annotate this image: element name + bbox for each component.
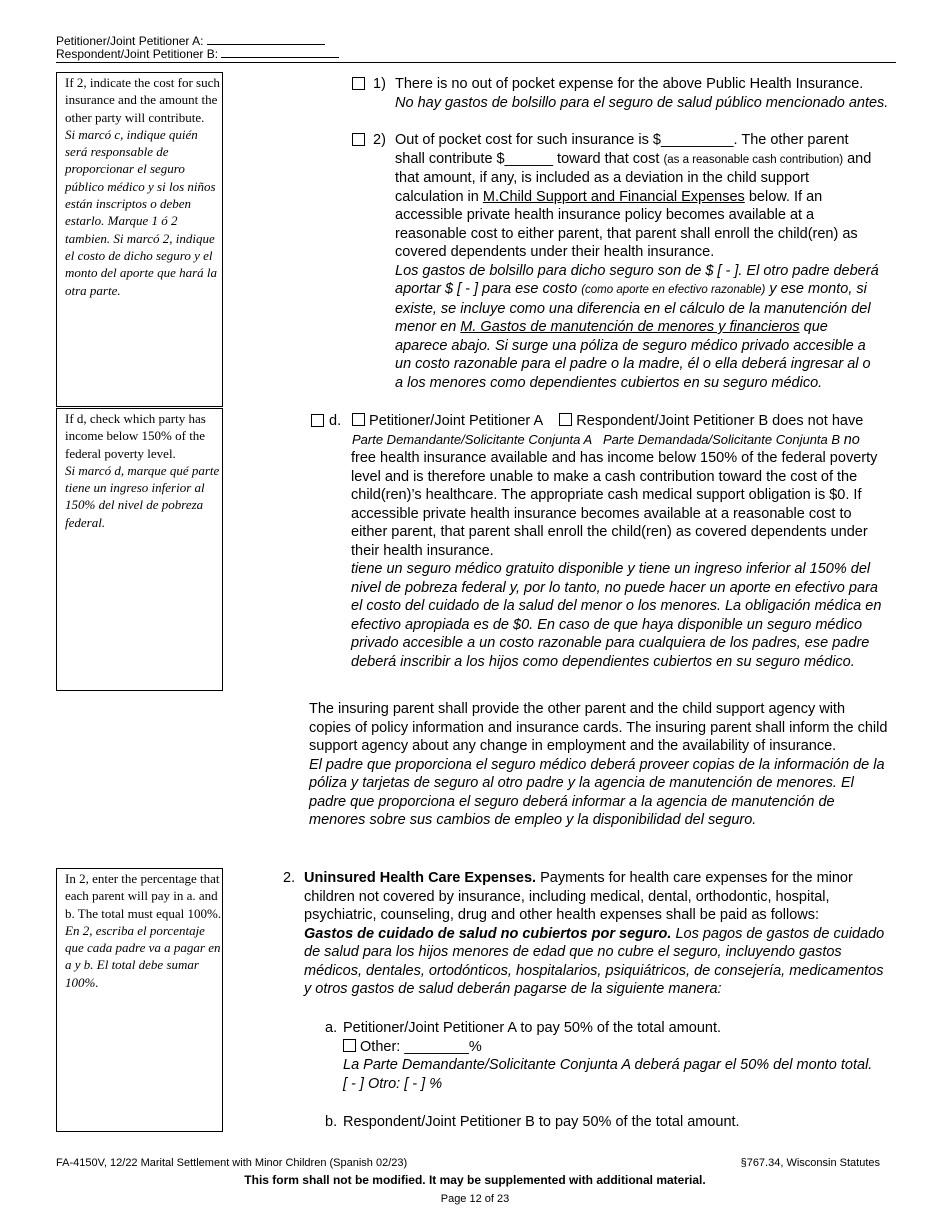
petitioner-header xyxy=(56,34,325,48)
petitioner-name-field[interactable] xyxy=(207,34,325,45)
section-m-es-link[interactable]: M. Gastos de manutención de menores y financieros xyxy=(460,319,800,335)
option2-number: 2) xyxy=(373,132,386,148)
section2-number: 2. xyxy=(283,870,296,886)
sidebar-box3-en: In 2, enter the percentage that each parent will pay in a. and b. The total must equal 100%. xyxy=(65,871,222,921)
option2-es-small: (como aporte en efectivo razonable) xyxy=(581,284,766,296)
option2-text xyxy=(395,131,880,392)
section2-en-body: Payments for health care expenses for the minor children not covered by insurance, including medical, dental, orthodontic, hospital, psychiatric, counseling, drug and other health expenses shall be paid as follows: xyxy=(304,870,853,923)
party-b-label-es: Parte Demandada/Solicitante Conjunta B xyxy=(603,432,841,447)
footer-form-id: FA-4150V, 12/22 Marital Settlement with Minor Children (Spanish 02/23) xyxy=(56,1157,408,1169)
option2-es-b: y ese monto, si existe, se incluye como una diferencia en el cálculo de la manutención del menor en xyxy=(395,281,871,335)
item-a-es: La Parte Demandante/Solicitante Conjunta A deberá pagar el 50% del monto total. xyxy=(343,1057,873,1073)
option-d-en: free health insurance available and has income below 150% of the federal poverty level and is therefore unable to make a cash contribution toward the cost of the child(ren)’s healthcare. The appropriate cash medical support obligation is $0. If accessible private health insurance becomes available at a reasonable cost to either parent, that parent shall enroll the child(ren) as covered dependents under their health insurance. xyxy=(351,450,878,559)
option-d-checkbox[interactable] xyxy=(311,414,324,427)
footer-statute: §767.34, Wisconsin Statutes xyxy=(740,1157,880,1169)
insuring-en: The insuring parent shall provide the other parent and the child support agency with copies of policy information and insurance cards. The insuring parent shall inform the child support agency about any change in employment and the availability of insurance. xyxy=(309,701,888,754)
option-d-party-row xyxy=(352,412,902,431)
option2-en-small: (as a reasonable cash contribution) xyxy=(663,153,844,166)
sidebar-box1-es: Si marcó c, indique quién será responsable de proporcionar el seguro público médico y si los niños están inscriptos o deben estarlo. Marque 1 ó 2 tambien. Si marcó 2, indique el costo de dicho seguro y el monto del aporte que hará la otra parte. xyxy=(65,126,218,298)
option1-en: There is no out of pocket expense for the above Public Health Insurance. xyxy=(395,76,864,92)
section-m-link[interactable]: M.Child Support and Financial Expenses xyxy=(482,188,745,205)
option-d-es: tiene un seguro médico gratuito disponible y tiene un ingreso inferior al 150% del nivel de pobreza federal y, por lo tanto, no puede hacer un aporte en efectivo para el costo del cuidado de la salud del menor o los menores. La obligación médica en efectivo apropiada es de $0. En caso de que haya disponible un seguro médico privado accesible a un costo razonable para cualquiera de los padres, ese padre deberá inscribir a los hijos como dependientes cubiertos en su seguro médico. xyxy=(351,561,882,670)
section2-es-body: Los pagos de gastos de cuidado de salud para los hijos menores de edad que no cubre el seguro, incluyendo gastos médicos, dentales, ortodónticos, hospitalarios, psiquiátricos, de consejería, medicamentos y otros gastos de salud deberán pagarse de la siguiente manera: xyxy=(304,925,885,997)
section2-es xyxy=(304,925,894,999)
insuring-es: El padre que proporciona el seguro médico deberá proveer copias de la información de la póliza y tarjetas de seguro al otro padre y la agencia de manutención de menores. El padre que proporciona el seguro deberá informar a la agencia de manutención de menores sobre sus cambios de empleo y la disponibilidad del seguro. xyxy=(309,756,885,828)
item-a-en: Petitioner/Joint Petitioner A to pay 50% of the total amount. xyxy=(343,1020,722,1036)
petitioner-label: Petitioner/Joint Petitioner A: xyxy=(56,34,204,48)
section2-title: Uninsured Health Care Expenses. xyxy=(304,870,537,886)
option2-en-a: Out of pocket cost for such insurance is $_________. The other parent shall contribute $______ toward that cost xyxy=(395,132,849,167)
respondent-label: Respondent/Joint Petitioner B: xyxy=(56,47,219,61)
item-b-text xyxy=(343,1113,883,1132)
option-d-party-row-es xyxy=(352,431,902,449)
item-a-letter: a. xyxy=(325,1020,338,1036)
option2-checkbox[interactable] xyxy=(352,133,365,146)
section2-title-es: Gastos de cuidado de salud no cubiertos por seguro. xyxy=(304,925,672,942)
option1-number: 1) xyxy=(373,76,386,92)
option2-en-c: below. If an accessible private health insurance policy becomes available at a reasonable cost to either parent, that parent shall enroll the child(ren) as covered dependents under their health insurance. xyxy=(395,188,858,260)
no-word: no xyxy=(843,432,860,448)
party-b-checkbox[interactable] xyxy=(559,413,572,426)
item-a-text xyxy=(343,1019,883,1093)
section2-text xyxy=(304,869,894,999)
sidebar-instruction-box-3 xyxy=(56,868,223,1132)
option-d-letter: d. xyxy=(329,413,342,429)
respondent-header xyxy=(56,47,339,61)
option1-text xyxy=(395,75,900,112)
sidebar-box3-es: En 2, escriba el porcentaje que cada padre va a pagar en a y b. El total debe sumar 100%. xyxy=(65,922,221,990)
sidebar-instruction-box-2 xyxy=(56,408,223,691)
insuring-parent-paragraph xyxy=(309,700,889,830)
option2-es-a: Los gastos de bolsillo para dicho seguro son de $ [ - ]. El otro padre deberá aportar $ [ - ] para ese costo xyxy=(395,262,879,297)
option2-es xyxy=(395,262,880,393)
footer-notice: This form shall not be modified. It may be supplemented with additional material. xyxy=(244,1173,706,1187)
section2-en xyxy=(304,869,894,925)
respondent-name-field[interactable] xyxy=(221,47,339,58)
option2-es-c: que aparece abajo. Si surge una póliza de seguro médico privado accesible a un costo razonable para el padre o la madre, él o ella deberá ingresar al o a los menores como dependientes cubiertos en su seguro médico. xyxy=(395,319,871,391)
sidebar-box1-en: If 2, indicate the cost for such insurance and the amount the other party will contribute. xyxy=(65,75,220,125)
party-a-label-es: Parte Demandante/Solicitante Conjunta A xyxy=(352,432,593,447)
party-a-label: Petitioner/Joint Petitioner A xyxy=(369,413,544,429)
item-b-letter: b. xyxy=(325,1114,338,1130)
item-a-es-other: [ - ] Otro: [ - ] % xyxy=(343,1075,443,1092)
party-b-label: Respondent/Joint Petitioner B does not have xyxy=(576,413,864,429)
option-d-text xyxy=(351,449,886,671)
party-a-checkbox[interactable] xyxy=(352,413,365,426)
item-a-other-row xyxy=(343,1038,883,1057)
sidebar-box2-en: If d, check which party has income below 150% of the federal poverty level. xyxy=(65,411,206,461)
item-b-en: Respondent/Joint Petitioner B to pay 50% of the total amount. xyxy=(343,1114,740,1130)
item-a-other-checkbox[interactable] xyxy=(343,1039,356,1052)
header-divider xyxy=(56,62,896,63)
option1-es: No hay gastos de bolsillo para el seguro de salud público mencionado antes. xyxy=(395,94,889,111)
option2-en-b: and that amount, if any, is included as a deviation in the child support calculation in xyxy=(395,150,872,205)
item-a-other: Other: ________% xyxy=(360,1038,482,1055)
sidebar-instruction-box-1 xyxy=(56,72,223,407)
option1-checkbox[interactable] xyxy=(352,77,365,90)
sidebar-box2-es: Si marcó d, marque qué parte tiene un ingreso inferior al 150% del nivel de pobreza federal. xyxy=(65,462,220,530)
option2-en xyxy=(395,131,880,262)
footer-page-number: Page 12 of 23 xyxy=(440,1193,510,1205)
